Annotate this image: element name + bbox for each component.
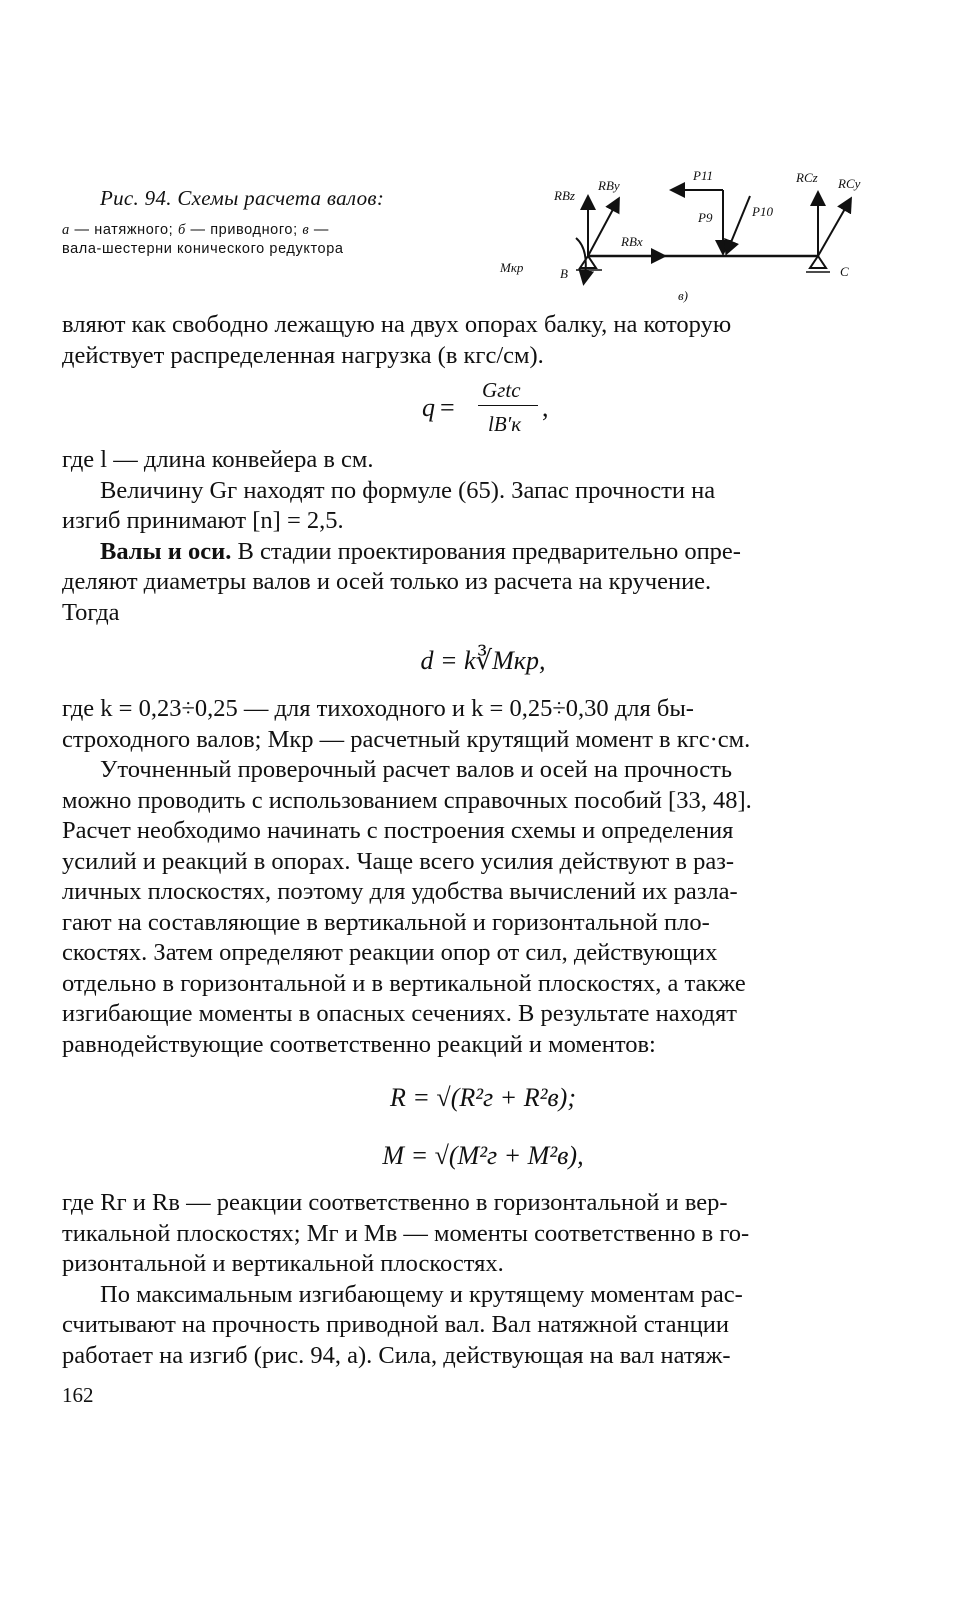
- caption-title: Рис. 94. Схемы расчета валов:: [100, 186, 385, 210]
- label-p9: P9: [698, 210, 713, 225]
- support-b: [580, 256, 596, 268]
- page-number: 162: [62, 1383, 94, 1407]
- p4-line2: деляют диаметры валов и осей только из расчета на кручение.: [62, 568, 712, 595]
- formula-q-num: Gгtс: [482, 378, 521, 402]
- p1-line1: вляют как свободно лежащую на двух опорах балку, на которую: [62, 311, 732, 338]
- p2: где l — длина конвейера в см.: [62, 446, 374, 473]
- p1-line2: действует распределенная нагрузка (в кгс/см).: [62, 341, 544, 369]
- support-c: [810, 256, 826, 268]
- formula-q: [62, 371, 904, 445]
- legend-line2: вала-шестерни конического редуктора: [62, 241, 344, 257]
- p6-line9: изгибающие моменты в опасных сечениях. В результате находят: [62, 1000, 737, 1027]
- legend-b: б: [177, 222, 186, 238]
- p3-line2: изгиб принимают [n] = 2,5.: [62, 507, 344, 534]
- formula-q-den: lB′к: [488, 412, 522, 436]
- rby-arrow: [588, 200, 618, 256]
- p4-line1: [62, 537, 904, 568]
- p3-line1: Величину Gг находят по формуле (65). Запас прочности на: [100, 476, 716, 504]
- formula-r: R = √(R²г + R²в);: [390, 1083, 576, 1112]
- label-c: C: [840, 264, 849, 279]
- p6-line5: личных плоскостях, поэтому для удобства вычислений их разла-: [62, 878, 738, 905]
- formula-q-bar: [478, 405, 538, 406]
- p8-line1: По максимальным изгибающему и крутящему моментам рас-: [100, 1280, 743, 1308]
- label-rbz: RBz: [554, 188, 575, 203]
- p7-line3: ризонтальной и вертикальной плоскостях.: [62, 1250, 504, 1277]
- shaft-diagram-svg: [488, 160, 888, 310]
- p4-bold: Валы и оси.: [100, 537, 232, 565]
- legend-a-text: — натяжного;: [69, 222, 178, 238]
- legend-b-text: — приводного;: [185, 222, 303, 238]
- label-rbx: RBx: [621, 234, 643, 249]
- p4-line3: Тогда: [62, 598, 120, 626]
- caption-legend: [62, 221, 462, 259]
- p6-line4: усилий и реакций в опорах. Чаще всего усилия действуют в раз-: [62, 847, 735, 875]
- label-rby: RBy: [598, 178, 620, 193]
- formula-m: M = √(M²г + M²в),: [382, 1141, 584, 1170]
- formula-q-var: q: [422, 393, 435, 422]
- label-rcz: RCz: [796, 170, 818, 185]
- p8-line2: считывают на прочность приводной вал. Вал натяжной станции: [62, 1311, 729, 1338]
- p6-line10: равнодействующие соответственно реакций и моментов:: [62, 1030, 656, 1058]
- rcy-arrow: [818, 200, 850, 256]
- formula-q-comma: ,: [542, 393, 549, 422]
- p6-line6: гают на составляющие в вертикальной и горизонтальной пло-: [62, 908, 710, 936]
- label-b: B: [560, 266, 568, 281]
- label-sub: в): [678, 288, 688, 303]
- formula-d: d = k∛Mкр,: [420, 646, 546, 675]
- p8-line3: работает на изгиб (рис. 94, а). Сила, действующая на вал натяж-: [62, 1341, 731, 1369]
- p7-line1: где Rг и Rв — реакции соответственно в горизонтальной и вер-: [62, 1189, 728, 1216]
- label-mkr: Mкр: [500, 260, 524, 275]
- p6-line1: Уточненный проверочный расчет валов и осей на прочность: [100, 756, 733, 783]
- shaft-diagram: [488, 160, 888, 310]
- label-p11: P11: [693, 168, 713, 183]
- p4-rest: В стадии проектирования предварительно опре-: [231, 537, 741, 565]
- p6-line2: можно проводить с использованием справочных пособий [33, 48].: [62, 786, 752, 814]
- p5-line1: где k = 0,23÷0,25 — для тихоходного и k = 0,25÷0,30 для бы-: [62, 695, 694, 722]
- p6-line8: отдельно в горизонтальной и в вертикальной плоскостях, а также: [62, 969, 746, 997]
- p6-line3: Расчет необходимо начинать с построения схемы и определения: [62, 817, 734, 844]
- legend-c-text: —: [309, 222, 329, 238]
- formula-q-eq: =: [440, 393, 455, 422]
- p6-line7: скостях. Затем определяют реакции опор от сил, действующих: [62, 939, 718, 966]
- legend-a: а: [62, 222, 70, 238]
- p5-line2: строходного валов; Mкр — расчетный крутящий момент в кгс·см.: [62, 725, 751, 753]
- p10-arrow: [727, 196, 750, 252]
- p7-line2: тикальной плоскостях; Mг и Mв — моменты соответственно в го-: [62, 1219, 750, 1247]
- legend-c: в: [302, 222, 310, 238]
- body-text: [62, 310, 904, 1371]
- label-rcy: RCy: [838, 176, 861, 191]
- figure-caption: [62, 186, 462, 259]
- label-p10: P10: [752, 204, 773, 219]
